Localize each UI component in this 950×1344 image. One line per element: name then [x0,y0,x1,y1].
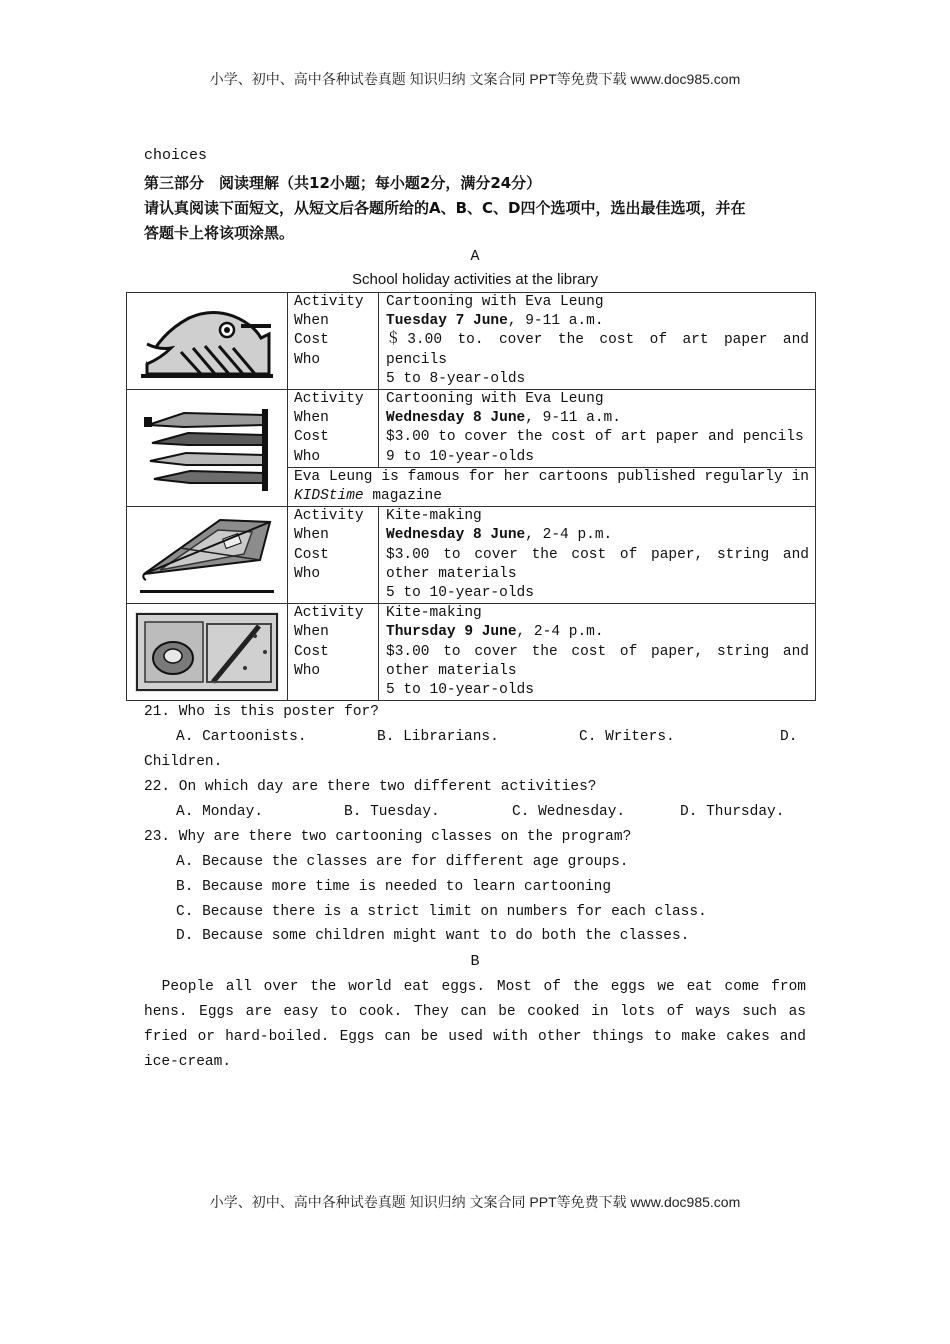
magazine-name: KIDStime [294,488,364,505]
passage-b-letter: B [470,953,480,970]
labels-cell [288,507,379,604]
who-value: 5 to 8-year-olds [386,370,526,387]
label-who: Who [294,662,321,679]
activities-table [126,292,816,701]
section-instruction-line1: 请认真阅读下面短文，从短文后各题所给的A、B、C、D四个选项中，选出最佳选项，并在 [144,199,746,217]
cost-value-line1: $3.00 to cover the cost of art paper and pencils [386,429,804,446]
question-21-option-d: D. [780,729,798,745]
label-cost: Cost [294,546,329,563]
leading-word: choices [144,147,208,164]
cost-value-line1: ＄3.00 to. cover the cost of art paper and [386,332,809,349]
question-21-stem: 21. Who is this poster for? [144,704,379,720]
when-date: Thursday 9 June [386,624,517,641]
label-when: When [294,624,329,641]
when-value [386,526,809,545]
question-23-option-a: A. Because the classes are for different age groups. [176,854,629,870]
label-cost: Cost [294,429,329,446]
label-activity: Activity [294,605,364,622]
activity-value: Kite-making [386,508,482,525]
note-cell [288,467,816,506]
label-cost: Cost [294,643,329,660]
when-date: Wednesday 8 June [386,410,526,427]
cost-value-line2: other materials [386,565,517,582]
values-cell [379,390,816,468]
values-cell [379,293,816,390]
question-23-option-d: D. Because some children might want to do both the classes. [176,928,690,944]
question-22-option-a: A. Monday. [176,804,264,820]
when-time: , 2-4 p.m. [516,624,604,641]
labels-cell [288,293,379,390]
page-header: 小学、初中、高中各种试卷真题 知识归纳 文案合同 PPT等免费下载 www.doc985.com [209,71,741,87]
image-cell [127,507,288,604]
kite-materials-image [135,612,279,692]
cartoon-bird-image [141,304,273,378]
question-23-option-b: B. Because more time is needed to learn cartooning [176,879,612,895]
values-cell [379,507,816,604]
pencils-image [144,403,270,493]
table-row [127,293,816,390]
who-value: 5 to 10-year-olds [386,585,534,602]
question-22-stem: 22. On which day are there two different activities? [144,779,597,795]
activity-value: Cartooning with Eva Leung [386,391,604,408]
cost-value-line2: pencils [386,351,447,368]
question-22-option-b: B. Tuesday. [344,804,440,820]
label-who: Who [294,351,321,368]
image-cell [127,604,288,701]
question-22-option-d: D. Thursday. [680,804,785,820]
when-time: , 9-11 a.m. [525,410,621,427]
label-when: When [294,313,329,330]
image-cell [127,293,288,390]
label-when: When [294,410,329,427]
cost-value-line1: $3.00 to cover the cost of paper, string and [386,643,809,660]
when-date: Tuesday 7 June [386,313,508,330]
when-time: , 9-11 a.m. [507,313,604,330]
question-21-option-b: B. Librarians. [377,729,499,745]
who-value: 9 to 10-year-olds [386,448,534,465]
when-value [386,623,809,642]
note-line1: Eva Leung is famous for her cartoons published regularly in [294,468,809,485]
labels-cell [288,604,379,701]
when-value [386,409,809,428]
activity-value: Cartooning with Eva Leung [386,294,604,310]
table-row [127,390,816,468]
label-who: Who [294,565,321,582]
question-21-option-d-wrap: Children. [144,754,223,770]
kite-image [140,514,274,596]
question-21-option-a: A. Cartoonists. [176,729,307,745]
labels-cell [288,390,379,468]
label-activity: Activity [294,391,364,408]
label-when: When [294,527,329,544]
table-row [127,507,816,604]
label-activity: Activity [294,294,364,310]
passage-b-text: People all over the world eat eggs. Most of the eggs we eat come from hens. Eggs are easy to cook. They can be cooked in lots of ways such as fried or hard-boiled. Eggs can be used with other things to make cakes and ice-cream. [144,979,806,1070]
question-23-option-c: C. Because there is a strict limit on numbers for each class. [176,904,707,920]
label-cost: Cost [294,332,329,349]
table-row [127,604,816,701]
section-heading: 第三部分 阅读理解（共12小题；每小题2分，满分24分） [144,174,542,192]
when-date: Wednesday 8 June [386,527,526,544]
image-cell [127,390,288,507]
note-rest: magazine [363,488,442,505]
poster-title: School holiday activities at the library [352,271,598,288]
question-23-stem: 23. Why are there two cartooning classes on the program? [144,829,632,845]
note-line2 [294,487,809,506]
passage-a-letter: A [470,248,480,265]
label-activity: Activity [294,508,364,525]
who-value: 5 to 10-year-olds [386,682,534,699]
section-instruction-line2: 答题卡上将该项涂黑。 [144,224,295,242]
when-time: , 2-4 p.m. [525,527,613,544]
values-cell [379,604,816,701]
cost-value-line2: other materials [386,662,517,679]
activity-value: Kite-making [386,605,482,622]
cost-value-line1: $3.00 to cover the cost of paper, string and [386,546,809,563]
question-22-option-c: C. Wednesday. [512,804,626,820]
question-21-option-c: C. Writers. [579,729,675,745]
label-who: Who [294,448,321,465]
page-footer: 小学、初中、高中各种试卷真题 知识归纳 文案合同 PPT等免费下载 www.doc985.com [209,1194,741,1210]
when-value [386,312,809,331]
